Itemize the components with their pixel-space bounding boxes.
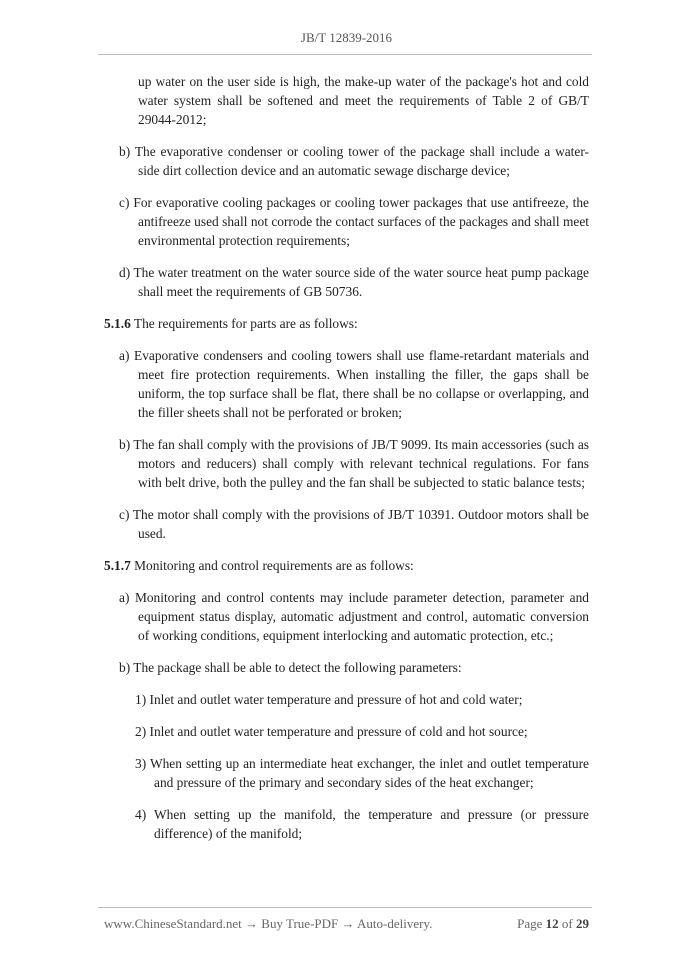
list-item-a: a) Monitoring and control contents may include parameter detection, parameter and equipment status display, automatic adjustment and control, automatic conversion of working conditions, equipment interlocking and automatic protection, etc.; xyxy=(119,590,589,643)
footer-promo xyxy=(104,916,432,932)
list-item-b: b) The fan shall comply with the provisions of JB/T 9099. Its main accessories (such as motors and reducers) shall comply with relevant technical regulations. For fans with belt drive, both the pulley and the fan shall be subjected to static balance tests; xyxy=(119,437,589,490)
continued-item-a: up water on the user side is high, the make-up water of the package's hot and cold water system shall be softened and meet the requirements of Table 2 of GB/T 29044-2012; xyxy=(138,74,589,127)
section-number: 5.1.6 xyxy=(104,316,131,331)
section-number: 5.1.7 xyxy=(104,558,131,573)
section-5-1-7 xyxy=(104,556,589,575)
list-item-a: a) Evaporative condensers and cooling towers shall use flame-retardant materials and meet fire protection requirements. When installing the filler, the gaps shall be uniform, the top surface shall be flat, there shall be no collapse or overlapping, and the filler sheets shall not be perforated or broken; xyxy=(119,348,589,420)
list-item-d: d) The water treatment on the water source side of the water source heat pump package shall meet the requirements of GB 50736. xyxy=(119,265,589,299)
sub-item-1: 1) Inlet and outlet water temperature and pressure of hot and cold water; xyxy=(135,692,523,707)
sub-item-3: 3) When setting up an intermediate heat exchanger, the inlet and outlet temperature and pressure of the primary and secondary sides of the heat exchanger; xyxy=(135,756,589,790)
footer-link[interactable]: www.ChineseStandard.net xyxy=(104,916,242,931)
list-item-b: b) The package shall be able to detect the following parameters: xyxy=(119,660,462,675)
page-number: 12 xyxy=(545,916,559,931)
sub-item-2: 2) Inlet and outlet water temperature and pressure of cold and hot source; xyxy=(135,724,528,739)
footer-divider xyxy=(98,907,592,908)
list-item-b: b) The evaporative condenser or cooling tower of the package shall include a water-side dirt collection device and an automatic sewage discharge device; xyxy=(119,144,589,178)
header-divider xyxy=(98,54,592,55)
sub-item-4: 4) When setting up the manifold, the temperature and pressure (or pressure difference) of the manifold; xyxy=(135,807,589,841)
page-total: 29 xyxy=(576,916,589,931)
page-label: Page xyxy=(517,916,546,931)
list-item-c: c) For evaporative cooling packages or cooling tower packages that use antifreeze, the antifreeze used shall not corrode the contact surfaces of the packages and shall meet environmental protection requirements; xyxy=(119,195,589,248)
footer-promo-text: → Buy True-PDF → Auto-delivery. xyxy=(241,916,433,931)
section-text: Monitoring and control requirements are as follows: xyxy=(130,558,414,573)
list-item-c: c) The motor shall comply with the provisions of JB/T 10391. Outdoor motors shall be used. xyxy=(119,507,589,541)
section-5-1-6 xyxy=(104,314,589,333)
page-body xyxy=(104,72,589,843)
of-label: of xyxy=(558,916,576,931)
page-indicator xyxy=(517,916,589,932)
document-header: JB/T 12839-2016 xyxy=(300,30,393,45)
section-text: The requirements for parts are as follows: xyxy=(130,316,358,331)
